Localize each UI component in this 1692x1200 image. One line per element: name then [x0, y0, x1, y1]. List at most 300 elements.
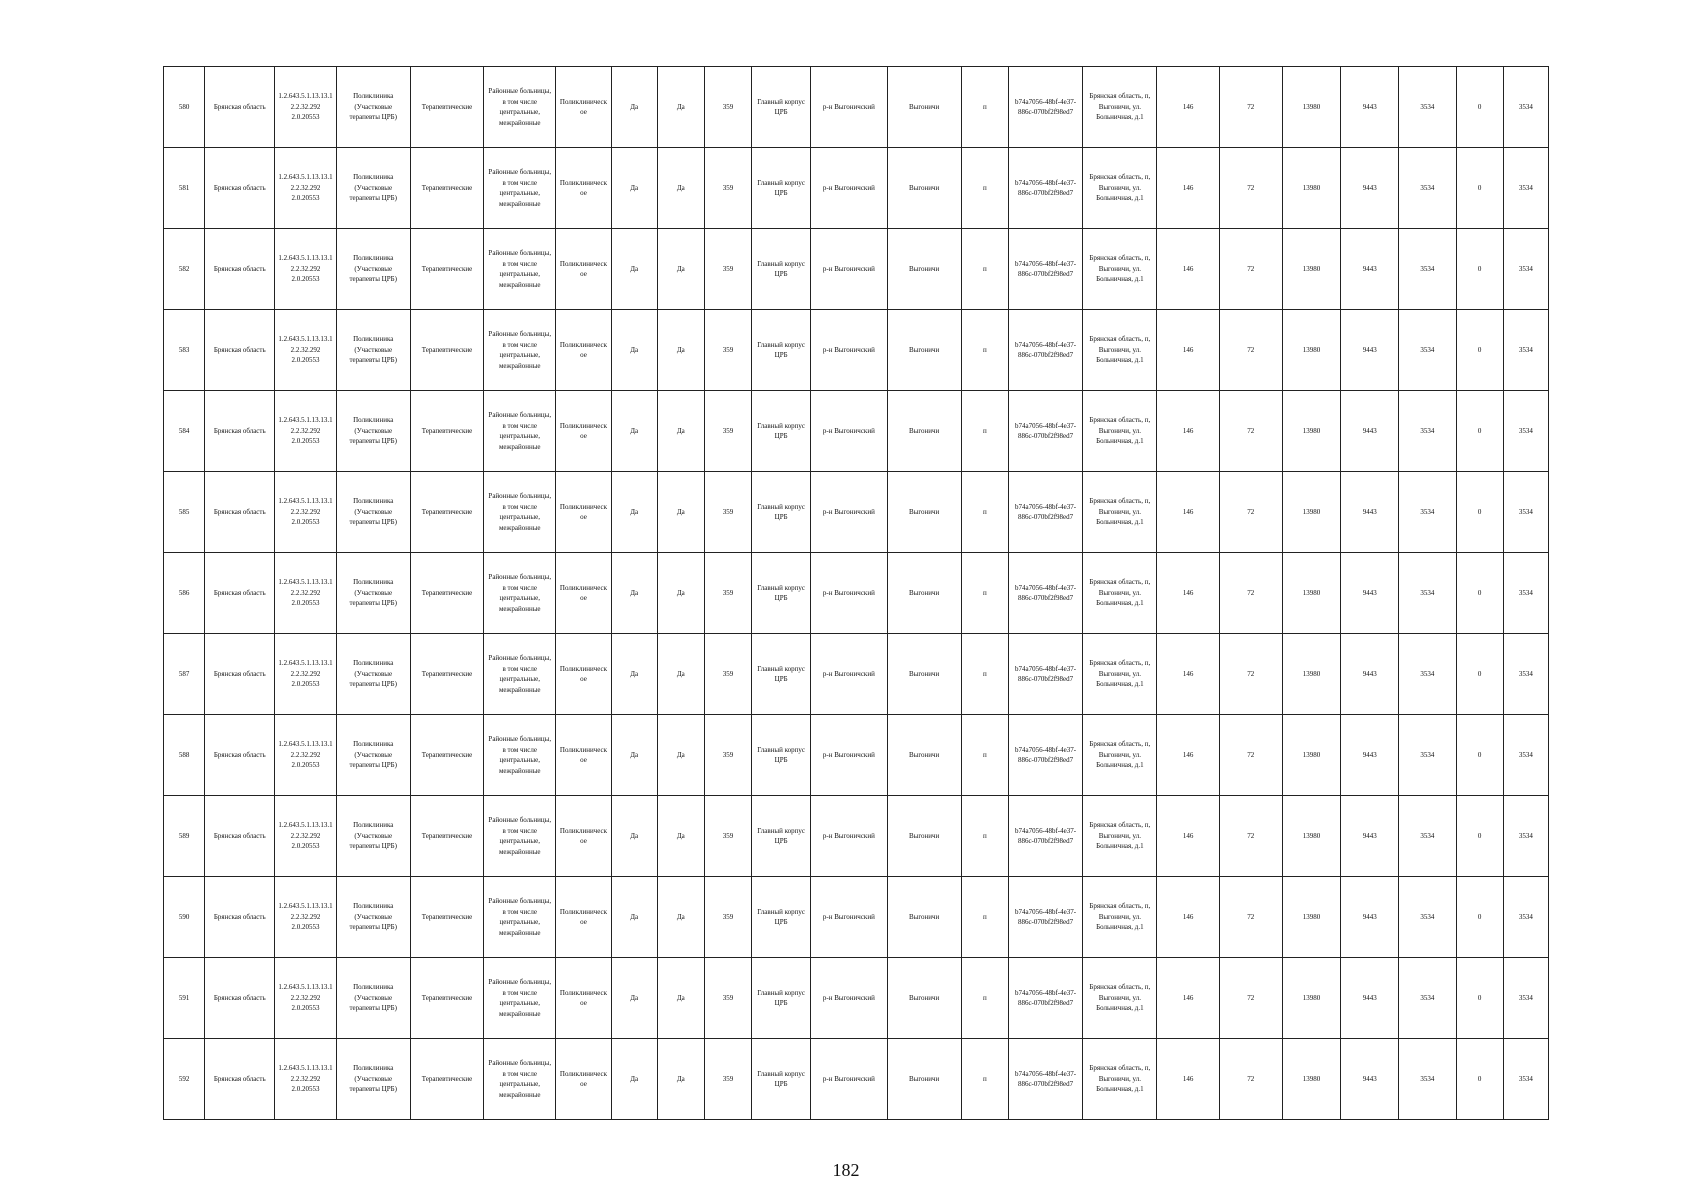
cell-flag2: Да [657, 634, 704, 715]
cell-n0: 0 [1456, 148, 1503, 229]
cell-n146: 146 [1157, 391, 1219, 472]
cell-care-type: Поликлиническое [556, 553, 611, 634]
cell-flag2: Да [657, 553, 704, 634]
cell-building: Главный корпус ЦРБ [752, 634, 811, 715]
cell-n3534a: 3534 [1399, 310, 1456, 391]
cell-region: Брянская область [205, 472, 275, 553]
cell-n9443: 9443 [1341, 796, 1399, 877]
cell-facility: Поликлиника (Участковые терапевты ЦРБ) [336, 148, 410, 229]
table-row [164, 877, 1549, 958]
cell-n13980: 13980 [1282, 796, 1340, 877]
cell-n146: 146 [1157, 634, 1219, 715]
cell-hospital-type: Районные больницы, в том числе центральные, межрайонные [484, 634, 556, 715]
cell-flag1: Да [611, 472, 657, 553]
cell-n3534b: 3534 [1503, 229, 1548, 310]
cell-flag2: Да [657, 1039, 704, 1120]
cell-n3534b: 3534 [1503, 391, 1548, 472]
cell-care-type: Поликлиническое [556, 472, 611, 553]
cell-care-type: Поликлиническое [556, 229, 611, 310]
cell-code: 1.2.643.5.1.13.13.12.2.32.292 2.0.20553 [275, 553, 336, 634]
cell-address: Брянская область, п, Выгоничи, ул. Больничная, д.1 [1083, 229, 1157, 310]
cell-flag2: Да [657, 796, 704, 877]
cell-no: 588 [164, 715, 205, 796]
cell-code359: 359 [704, 310, 751, 391]
cell-care-type: Поликлиническое [556, 796, 611, 877]
cell-n9443: 9443 [1341, 877, 1399, 958]
cell-hospital-type: Районные больницы, в том числе центральные, межрайонные [484, 958, 556, 1039]
cell-type-mark: п [961, 472, 1008, 553]
cell-hospital-type: Районные больницы, в том числе центральные, межрайонные [484, 391, 556, 472]
cell-n3534b: 3534 [1503, 715, 1548, 796]
cell-type-mark: п [961, 634, 1008, 715]
cell-type-mark: п [961, 148, 1008, 229]
cell-type-mark: п [961, 958, 1008, 1039]
cell-address: Брянская область, п, Выгоничи, ул. Больничная, д.1 [1083, 472, 1157, 553]
cell-n9443: 9443 [1341, 1039, 1399, 1120]
cell-flag2: Да [657, 229, 704, 310]
cell-address: Брянская область, п, Выгоничи, ул. Больничная, д.1 [1083, 391, 1157, 472]
cell-n3534a: 3534 [1399, 148, 1456, 229]
cell-region: Брянская область [205, 958, 275, 1039]
cell-settlement: Выгоничи [887, 634, 961, 715]
cell-flag1: Да [611, 148, 657, 229]
cell-no: 591 [164, 958, 205, 1039]
cell-region: Брянская область [205, 634, 275, 715]
cell-n13980: 13980 [1282, 472, 1340, 553]
cell-no: 585 [164, 472, 205, 553]
cell-flag1: Да [611, 310, 657, 391]
cell-district: р-н Выгоничский [811, 715, 887, 796]
cell-code359: 359 [704, 958, 751, 1039]
cell-district: р-н Выгоничский [811, 634, 887, 715]
cell-building: Главный корпус ЦРБ [752, 310, 811, 391]
cell-n3534a: 3534 [1399, 796, 1456, 877]
cell-facility: Поликлиника (Участковые терапевты ЦРБ) [336, 1039, 410, 1120]
cell-n72: 72 [1219, 553, 1282, 634]
cell-region: Брянская область [205, 715, 275, 796]
cell-code: 1.2.643.5.1.13.13.12.2.32.292 2.0.20553 [275, 796, 336, 877]
cell-n3534a: 3534 [1399, 391, 1456, 472]
cell-department: Терапевтические [410, 715, 483, 796]
cell-district: р-н Выгоничский [811, 958, 887, 1039]
cell-care-type: Поликлиническое [556, 715, 611, 796]
cell-n146: 146 [1157, 229, 1219, 310]
cell-no: 590 [164, 877, 205, 958]
cell-address: Брянская область, п, Выгоничи, ул. Больничная, д.1 [1083, 796, 1157, 877]
cell-guid: b74a7056-48bf-4e37-886c-070bf2f98ed7 [1008, 1039, 1082, 1120]
cell-building: Главный корпус ЦРБ [752, 877, 811, 958]
cell-address: Брянская область, п, Выгоничи, ул. Больничная, д.1 [1083, 958, 1157, 1039]
cell-region: Брянская область [205, 229, 275, 310]
cell-code: 1.2.643.5.1.13.13.12.2.32.292 2.0.20553 [275, 715, 336, 796]
cell-flag1: Да [611, 958, 657, 1039]
cell-n0: 0 [1456, 391, 1503, 472]
cell-type-mark: п [961, 553, 1008, 634]
cell-code359: 359 [704, 67, 751, 148]
registry-sheet [163, 66, 1549, 1120]
cell-settlement: Выгоничи [887, 796, 961, 877]
cell-n13980: 13980 [1282, 148, 1340, 229]
cell-guid: b74a7056-48bf-4e37-886c-070bf2f98ed7 [1008, 391, 1082, 472]
cell-flag1: Да [611, 67, 657, 148]
cell-no: 589 [164, 796, 205, 877]
cell-building: Главный корпус ЦРБ [752, 229, 811, 310]
cell-address: Брянская область, п, Выгоничи, ул. Больничная, д.1 [1083, 67, 1157, 148]
cell-district: р-н Выгоничский [811, 553, 887, 634]
cell-code359: 359 [704, 148, 751, 229]
cell-region: Брянская область [205, 148, 275, 229]
registry-table [163, 66, 1549, 1120]
cell-hospital-type: Районные больницы, в том числе центральные, межрайонные [484, 229, 556, 310]
cell-type-mark: п [961, 229, 1008, 310]
cell-n13980: 13980 [1282, 310, 1340, 391]
cell-facility: Поликлиника (Участковые терапевты ЦРБ) [336, 472, 410, 553]
cell-n9443: 9443 [1341, 472, 1399, 553]
cell-no: 580 [164, 67, 205, 148]
cell-code359: 359 [704, 634, 751, 715]
cell-n72: 72 [1219, 958, 1282, 1039]
cell-n13980: 13980 [1282, 229, 1340, 310]
cell-facility: Поликлиника (Участковые терапевты ЦРБ) [336, 67, 410, 148]
cell-district: р-н Выгоничский [811, 472, 887, 553]
cell-n3534a: 3534 [1399, 877, 1456, 958]
cell-n3534b: 3534 [1503, 310, 1548, 391]
cell-n72: 72 [1219, 877, 1282, 958]
cell-flag1: Да [611, 715, 657, 796]
cell-settlement: Выгоничи [887, 958, 961, 1039]
cell-n72: 72 [1219, 67, 1282, 148]
cell-department: Терапевтические [410, 958, 483, 1039]
cell-region: Брянская область [205, 391, 275, 472]
cell-building: Главный корпус ЦРБ [752, 67, 811, 148]
cell-n146: 146 [1157, 148, 1219, 229]
cell-settlement: Выгоничи [887, 310, 961, 391]
cell-n3534a: 3534 [1399, 472, 1456, 553]
cell-n0: 0 [1456, 796, 1503, 877]
cell-no: 583 [164, 310, 205, 391]
cell-care-type: Поликлиническое [556, 310, 611, 391]
cell-code359: 359 [704, 553, 751, 634]
cell-n72: 72 [1219, 229, 1282, 310]
cell-n9443: 9443 [1341, 310, 1399, 391]
cell-n3534a: 3534 [1399, 229, 1456, 310]
cell-hospital-type: Районные больницы, в том числе центральные, межрайонные [484, 148, 556, 229]
cell-district: р-н Выгоничский [811, 229, 887, 310]
cell-no: 582 [164, 229, 205, 310]
table-row [164, 148, 1549, 229]
cell-n13980: 13980 [1282, 715, 1340, 796]
cell-code: 1.2.643.5.1.13.13.12.2.32.292 2.0.20553 [275, 877, 336, 958]
cell-code: 1.2.643.5.1.13.13.12.2.32.292 2.0.20553 [275, 67, 336, 148]
cell-department: Терапевтические [410, 229, 483, 310]
cell-n3534a: 3534 [1399, 715, 1456, 796]
cell-hospital-type: Районные больницы, в том числе центральные, межрайонные [484, 472, 556, 553]
page-number: 182 [832, 1160, 860, 1180]
cell-n3534b: 3534 [1503, 796, 1548, 877]
cell-department: Терапевтические [410, 148, 483, 229]
cell-facility: Поликлиника (Участковые терапевты ЦРБ) [336, 553, 410, 634]
cell-n146: 146 [1157, 958, 1219, 1039]
cell-n13980: 13980 [1282, 634, 1340, 715]
cell-address: Брянская область, п, Выгоничи, ул. Больничная, д.1 [1083, 715, 1157, 796]
cell-n9443: 9443 [1341, 715, 1399, 796]
cell-facility: Поликлиника (Участковые терапевты ЦРБ) [336, 310, 410, 391]
cell-n0: 0 [1456, 229, 1503, 310]
cell-hospital-type: Районные больницы, в том числе центральные, межрайонные [484, 67, 556, 148]
cell-n9443: 9443 [1341, 553, 1399, 634]
cell-district: р-н Выгоничский [811, 877, 887, 958]
table-row [164, 310, 1549, 391]
cell-n3534b: 3534 [1503, 148, 1548, 229]
cell-care-type: Поликлиническое [556, 1039, 611, 1120]
cell-department: Терапевтические [410, 1039, 483, 1120]
cell-flag2: Да [657, 958, 704, 1039]
cell-n13980: 13980 [1282, 553, 1340, 634]
cell-n13980: 13980 [1282, 391, 1340, 472]
cell-n146: 146 [1157, 715, 1219, 796]
cell-guid: b74a7056-48bf-4e37-886c-070bf2f98ed7 [1008, 472, 1082, 553]
table-row [164, 229, 1549, 310]
cell-no: 586 [164, 553, 205, 634]
cell-guid: b74a7056-48bf-4e37-886c-070bf2f98ed7 [1008, 310, 1082, 391]
registry-body [164, 67, 1549, 1120]
cell-address: Брянская область, п, Выгоничи, ул. Больничная, д.1 [1083, 634, 1157, 715]
cell-n3534a: 3534 [1399, 67, 1456, 148]
cell-n3534b: 3534 [1503, 67, 1548, 148]
cell-n3534b: 3534 [1503, 958, 1548, 1039]
cell-n146: 146 [1157, 310, 1219, 391]
cell-n3534a: 3534 [1399, 1039, 1456, 1120]
cell-n72: 72 [1219, 148, 1282, 229]
cell-region: Брянская область [205, 1039, 275, 1120]
cell-n9443: 9443 [1341, 958, 1399, 1039]
cell-n3534b: 3534 [1503, 877, 1548, 958]
cell-n146: 146 [1157, 877, 1219, 958]
cell-building: Главный корпус ЦРБ [752, 958, 811, 1039]
cell-district: р-н Выгоничский [811, 148, 887, 229]
cell-n0: 0 [1456, 877, 1503, 958]
cell-code: 1.2.643.5.1.13.13.12.2.32.292 2.0.20553 [275, 229, 336, 310]
cell-guid: b74a7056-48bf-4e37-886c-070bf2f98ed7 [1008, 958, 1082, 1039]
cell-department: Терапевтические [410, 391, 483, 472]
cell-flag2: Да [657, 472, 704, 553]
cell-no: 584 [164, 391, 205, 472]
cell-code359: 359 [704, 796, 751, 877]
cell-settlement: Выгоничи [887, 148, 961, 229]
cell-guid: b74a7056-48bf-4e37-886c-070bf2f98ed7 [1008, 229, 1082, 310]
cell-code359: 359 [704, 472, 751, 553]
cell-care-type: Поликлиническое [556, 67, 611, 148]
cell-guid: b74a7056-48bf-4e37-886c-070bf2f98ed7 [1008, 67, 1082, 148]
cell-facility: Поликлиника (Участковые терапевты ЦРБ) [336, 229, 410, 310]
cell-building: Главный корпус ЦРБ [752, 472, 811, 553]
table-row [164, 553, 1549, 634]
cell-settlement: Выгоничи [887, 553, 961, 634]
cell-address: Брянская область, п, Выгоничи, ул. Больничная, д.1 [1083, 1039, 1157, 1120]
cell-facility: Поликлиника (Участковые терапевты ЦРБ) [336, 877, 410, 958]
table-row [164, 796, 1549, 877]
cell-care-type: Поликлиническое [556, 391, 611, 472]
cell-district: р-н Выгоничский [811, 310, 887, 391]
cell-type-mark: п [961, 715, 1008, 796]
cell-n146: 146 [1157, 796, 1219, 877]
table-row [164, 391, 1549, 472]
cell-n0: 0 [1456, 1039, 1503, 1120]
cell-flag2: Да [657, 391, 704, 472]
cell-hospital-type: Районные больницы, в том числе центральные, межрайонные [484, 553, 556, 634]
cell-district: р-н Выгоничский [811, 1039, 887, 1120]
cell-n72: 72 [1219, 472, 1282, 553]
cell-address: Брянская область, п, Выгоничи, ул. Больничная, д.1 [1083, 553, 1157, 634]
cell-n146: 146 [1157, 472, 1219, 553]
cell-facility: Поликлиника (Участковые терапевты ЦРБ) [336, 634, 410, 715]
cell-settlement: Выгоничи [887, 877, 961, 958]
cell-building: Главный корпус ЦРБ [752, 391, 811, 472]
cell-district: р-н Выгоничский [811, 796, 887, 877]
cell-n72: 72 [1219, 391, 1282, 472]
cell-n13980: 13980 [1282, 1039, 1340, 1120]
cell-building: Главный корпус ЦРБ [752, 796, 811, 877]
cell-hospital-type: Районные больницы, в том числе центральные, межрайонные [484, 715, 556, 796]
table-row [164, 67, 1549, 148]
cell-district: р-н Выгоничский [811, 391, 887, 472]
cell-no: 581 [164, 148, 205, 229]
cell-hospital-type: Районные больницы, в том числе центральные, межрайонные [484, 877, 556, 958]
cell-care-type: Поликлиническое [556, 634, 611, 715]
cell-n146: 146 [1157, 67, 1219, 148]
cell-settlement: Выгоничи [887, 472, 961, 553]
cell-flag2: Да [657, 310, 704, 391]
cell-building: Главный корпус ЦРБ [752, 1039, 811, 1120]
cell-settlement: Выгоничи [887, 391, 961, 472]
cell-n72: 72 [1219, 715, 1282, 796]
cell-flag2: Да [657, 715, 704, 796]
cell-code: 1.2.643.5.1.13.13.12.2.32.292 2.0.20553 [275, 1039, 336, 1120]
cell-hospital-type: Районные больницы, в том числе центральные, межрайонные [484, 1039, 556, 1120]
cell-region: Брянская область [205, 67, 275, 148]
cell-n146: 146 [1157, 553, 1219, 634]
cell-code359: 359 [704, 229, 751, 310]
cell-n0: 0 [1456, 715, 1503, 796]
cell-flag1: Да [611, 634, 657, 715]
cell-flag1: Да [611, 553, 657, 634]
cell-n9443: 9443 [1341, 67, 1399, 148]
cell-facility: Поликлиника (Участковые терапевты ЦРБ) [336, 796, 410, 877]
cell-n3534a: 3534 [1399, 634, 1456, 715]
cell-code: 1.2.643.5.1.13.13.12.2.32.292 2.0.20553 [275, 634, 336, 715]
cell-guid: b74a7056-48bf-4e37-886c-070bf2f98ed7 [1008, 148, 1082, 229]
cell-n13980: 13980 [1282, 67, 1340, 148]
cell-settlement: Выгоничи [887, 229, 961, 310]
cell-guid: b74a7056-48bf-4e37-886c-070bf2f98ed7 [1008, 553, 1082, 634]
cell-address: Брянская область, п, Выгоничи, ул. Больничная, д.1 [1083, 877, 1157, 958]
cell-region: Брянская область [205, 877, 275, 958]
cell-n9443: 9443 [1341, 148, 1399, 229]
cell-n9443: 9443 [1341, 391, 1399, 472]
cell-settlement: Выгоничи [887, 715, 961, 796]
cell-flag2: Да [657, 877, 704, 958]
cell-care-type: Поликлиническое [556, 958, 611, 1039]
cell-type-mark: п [961, 877, 1008, 958]
cell-type-mark: п [961, 1039, 1008, 1120]
cell-region: Брянская область [205, 553, 275, 634]
cell-code359: 359 [704, 391, 751, 472]
cell-type-mark: п [961, 796, 1008, 877]
cell-facility: Поликлиника (Участковые терапевты ЦРБ) [336, 715, 410, 796]
cell-n72: 72 [1219, 310, 1282, 391]
cell-settlement: Выгоничи [887, 67, 961, 148]
cell-flag2: Да [657, 67, 704, 148]
cell-n0: 0 [1456, 958, 1503, 1039]
cell-n13980: 13980 [1282, 958, 1340, 1039]
cell-department: Терапевтические [410, 796, 483, 877]
cell-n9443: 9443 [1341, 634, 1399, 715]
table-row [164, 715, 1549, 796]
cell-no: 587 [164, 634, 205, 715]
cell-hospital-type: Районные больницы, в том числе центральные, межрайонные [484, 796, 556, 877]
cell-n72: 72 [1219, 796, 1282, 877]
table-row [164, 958, 1549, 1039]
cell-n3534a: 3534 [1399, 958, 1456, 1039]
table-row [164, 472, 1549, 553]
cell-guid: b74a7056-48bf-4e37-886c-070bf2f98ed7 [1008, 796, 1082, 877]
cell-department: Терапевтические [410, 553, 483, 634]
cell-department: Терапевтические [410, 310, 483, 391]
cell-building: Главный корпус ЦРБ [752, 715, 811, 796]
cell-n0: 0 [1456, 553, 1503, 634]
cell-code: 1.2.643.5.1.13.13.12.2.32.292 2.0.20553 [275, 472, 336, 553]
cell-building: Главный корпус ЦРБ [752, 553, 811, 634]
cell-department: Терапевтические [410, 877, 483, 958]
cell-n3534a: 3534 [1399, 553, 1456, 634]
cell-flag2: Да [657, 148, 704, 229]
cell-building: Главный корпус ЦРБ [752, 148, 811, 229]
cell-department: Терапевтические [410, 67, 483, 148]
cell-flag1: Да [611, 229, 657, 310]
cell-facility: Поликлиника (Участковые терапевты ЦРБ) [336, 391, 410, 472]
cell-n3534b: 3534 [1503, 553, 1548, 634]
cell-type-mark: п [961, 391, 1008, 472]
cell-hospital-type: Районные больницы, в том числе центральные, межрайонные [484, 310, 556, 391]
cell-facility: Поликлиника (Участковые терапевты ЦРБ) [336, 958, 410, 1039]
cell-guid: b74a7056-48bf-4e37-886c-070bf2f98ed7 [1008, 715, 1082, 796]
cell-n3534b: 3534 [1503, 634, 1548, 715]
cell-n3534b: 3534 [1503, 1039, 1548, 1120]
cell-n0: 0 [1456, 472, 1503, 553]
cell-n72: 72 [1219, 634, 1282, 715]
cell-code: 1.2.643.5.1.13.13.12.2.32.292 2.0.20553 [275, 958, 336, 1039]
cell-no: 592 [164, 1039, 205, 1120]
cell-guid: b74a7056-48bf-4e37-886c-070bf2f98ed7 [1008, 877, 1082, 958]
cell-n146: 146 [1157, 1039, 1219, 1120]
cell-code: 1.2.643.5.1.13.13.12.2.32.292 2.0.20553 [275, 310, 336, 391]
cell-n0: 0 [1456, 634, 1503, 715]
cell-flag1: Да [611, 1039, 657, 1120]
cell-code359: 359 [704, 1039, 751, 1120]
cell-n13980: 13980 [1282, 877, 1340, 958]
cell-n0: 0 [1456, 310, 1503, 391]
cell-flag1: Да [611, 391, 657, 472]
cell-n9443: 9443 [1341, 229, 1399, 310]
cell-code359: 359 [704, 715, 751, 796]
cell-district: р-н Выгоничский [811, 67, 887, 148]
cell-type-mark: п [961, 67, 1008, 148]
cell-care-type: Поликлиническое [556, 148, 611, 229]
cell-department: Терапевтические [410, 472, 483, 553]
cell-care-type: Поликлиническое [556, 877, 611, 958]
cell-flag1: Да [611, 796, 657, 877]
cell-settlement: Выгоничи [887, 1039, 961, 1120]
